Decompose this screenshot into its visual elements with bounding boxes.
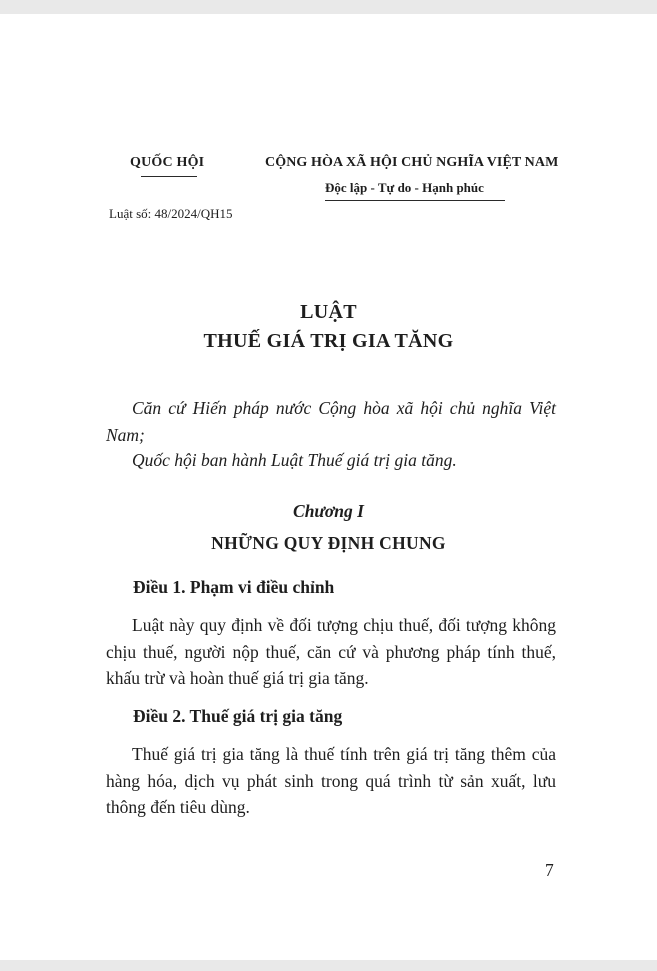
page-number: 7 — [545, 860, 554, 880]
law-number: Luật số: 48/2024/QH15 — [109, 206, 233, 221]
law-title: THUẾ GIÁ TRỊ GIA TĂNG — [203, 330, 454, 352]
article-1-body: Luật này quy định về đối tượng chịu thuế, đối tượng không chịu thuế, người nộp thuế, căn cứ và phương pháp tính thuế, khấu trừ và hoàn thuế giá trị gia tăng. — [106, 615, 556, 688]
motto-underline — [325, 200, 505, 201]
organization-underline — [141, 176, 197, 177]
article-1-heading: Điều 1. Phạm vi điều chỉnh — [133, 577, 335, 597]
chapter-title: NHỮNG QUY ĐỊNH CHUNG — [211, 533, 446, 553]
country-name: CỘNG HÒA XÃ HỘI CHỦ NGHĨA VIỆT NAM — [265, 155, 559, 170]
preamble-basis: Căn cứ Hiến pháp nước Cộng hòa xã hội chủ nghĩa Việt Nam; — [106, 398, 556, 445]
national-motto: Độc lập - Tự do - Hạnh phúc — [325, 180, 484, 195]
chapter-number: Chương I — [293, 501, 364, 521]
article-2-heading: Điều 2. Thuế giá trị gia tăng — [133, 706, 343, 726]
article-2-body: Thuế giá trị gia tăng là thuế tính trên giá trị tăng thêm của hàng hóa, dịch vụ phát sinh trong quá trình từ sản xuất, lưu thông đến tiêu dùng. — [106, 744, 556, 817]
issuing-organization: QUỐC HỘI — [130, 155, 205, 170]
preamble-enactment: Quốc hội ban hành Luật Thuế giá trị gia tăng. — [132, 450, 457, 470]
document-type-title: LUẬT — [300, 301, 357, 323]
document-page — [0, 14, 657, 960]
